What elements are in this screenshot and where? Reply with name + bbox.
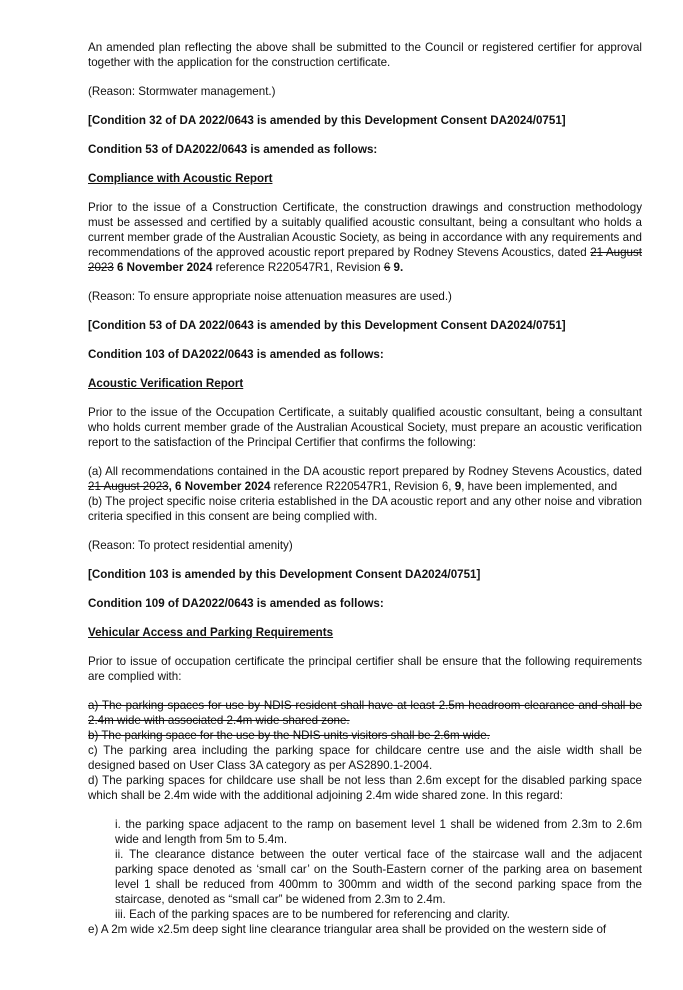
condition-53-body-text: Prior to the issue of a Construction Certificate, the construction drawings and construction methodology must be assessed and certified by a suitably qualified acoustic consultant, being a consultant who holds a current member grade of the Australian Acoustic Society, as being in accordance with any requirements and recommendations of the approved acoustic report prepared by Rodney Stevens Acoustics, dated — [88, 201, 642, 259]
condition-109-subitem-i: i. the parking space adjacent to the ramp on basement level 1 shall be widened from 2.3m to 2.6m wide and length from 5m to 5.4m. — [115, 818, 642, 846]
condition-103-item-b: (b) The project specific noise criteria established in the DA acoustic report and any other noise and vibration criteria specified in this consent are being complied with. — [88, 495, 642, 523]
reason-stormwater: (Reason: Stormwater management.) — [88, 85, 276, 98]
condition-103-item-a-end: , have been implemented, and — [461, 480, 618, 493]
condition-109-item-a-deleted: a) The parking spaces for use by NDIS resident shall have at least 2.5m headroom clearance and shall be 2.4m wide with associated 2.4m wide shared zone. — [88, 699, 642, 727]
document-page — [88, 40, 642, 937]
new-revision: 9. — [390, 261, 404, 274]
reason-amenity: (Reason: To protect residential amenity) — [88, 539, 293, 552]
struck-revision: 6 — [383, 261, 391, 274]
struck-date: 21 August 2023 — [88, 246, 643, 274]
condition-103-item-a — [88, 464, 642, 494]
condition-109-header: Condition 109 of DA2022/0643 is amended as follows: — [88, 597, 384, 610]
condition-109-subitem-ii: ii. The clearance distance between the outer vertical face of the staircase wall and the adjacent parking space denoted as ‘small car’ on the South-Eastern corner of the parking area on basement level 1 shall be reduced from 400mm to 300mm and width of the second parking space from the staircase, denoted as “small car” be widened from 2.3m to 2.4m. — [115, 848, 642, 906]
condition-53-header: Condition 53 of DA2022/0643 is amended as follows: — [88, 143, 378, 156]
reason-noise: (Reason: To ensure appropriate noise attenuation measures are used.) — [88, 290, 452, 303]
condition-53-body — [88, 200, 642, 275]
struck-date: 21 August 2023 — [88, 480, 169, 493]
condition-109-subitems — [88, 817, 642, 922]
condition-109-item-c: c) The parking area including the parking space for childcare centre use and the aisle width shall be designed based on User Class 3A category as per AS2890.1-2004. — [88, 744, 642, 772]
condition-103-footer: [Condition 103 is amended by this Development Consent DA2024/0751] — [88, 568, 481, 581]
condition-53-title: Compliance with Acoustic Report — [88, 172, 273, 185]
condition-53-reference: reference R220547R1, Revision — [212, 261, 384, 274]
new-revision: 9 — [454, 480, 462, 493]
condition-109-body: Prior to issue of occupation certificate the principal certifier shall be ensure that the following requirements are complied with: — [88, 655, 642, 683]
condition-103-reference: reference R220547R1, Revision 6, — [270, 480, 455, 493]
condition-103-item-a-text: (a) All recommendations contained in the DA acoustic report prepared by Rodney Stevens Acoustics, dated — [88, 465, 642, 478]
condition-109-item-e: e) A 2m wide x2.5m deep sight line clearance triangular area shall be provided on the western side of — [88, 923, 607, 936]
new-date: 6 November 2024 — [113, 261, 213, 274]
condition-109-item-d: d) The parking spaces for childcare use shall be not less than 2.6m except for the disabled parking space which shall be 2.4m wide with the additional adjoining 2.4m wide shared zone. In this regard: — [88, 774, 642, 802]
condition-109-subitem-iii: iii. Each of the parking spaces are to be numbered for referencing and clarity. — [115, 908, 510, 921]
condition-53-footer: [Condition 53 of DA 2022/0643 is amended by this Development Consent DA2024/0751] — [88, 319, 566, 332]
condition-103-body: Prior to the issue of the Occupation Certificate, a suitably qualified acoustic consultant, being a consultant who holds current member grade of the Australian Acoustical Society, must prepare an acoustic verification report to the satisfaction of the Principal Certifier that confirms the following: — [88, 406, 642, 449]
condition-32-footer: [Condition 32 of DA 2022/0643 is amended by this Development Consent DA2024/0751] — [88, 114, 566, 127]
new-date: , 6 November 2024 — [168, 480, 271, 493]
condition-103-title: Acoustic Verification Report — [88, 377, 244, 390]
condition-103-header: Condition 103 of DA2022/0643 is amended as follows: — [88, 348, 384, 361]
condition-109-item-b-deleted: b) The parking space for the use by the NDIS units visitors shall be 2.6m wide. — [88, 729, 490, 742]
intro-paragraph: An amended plan reflecting the above shall be submitted to the Council or registered certifier for approval together with the application for the construction certificate. — [88, 41, 642, 69]
condition-109-title: Vehicular Access and Parking Requirements — [88, 626, 334, 639]
